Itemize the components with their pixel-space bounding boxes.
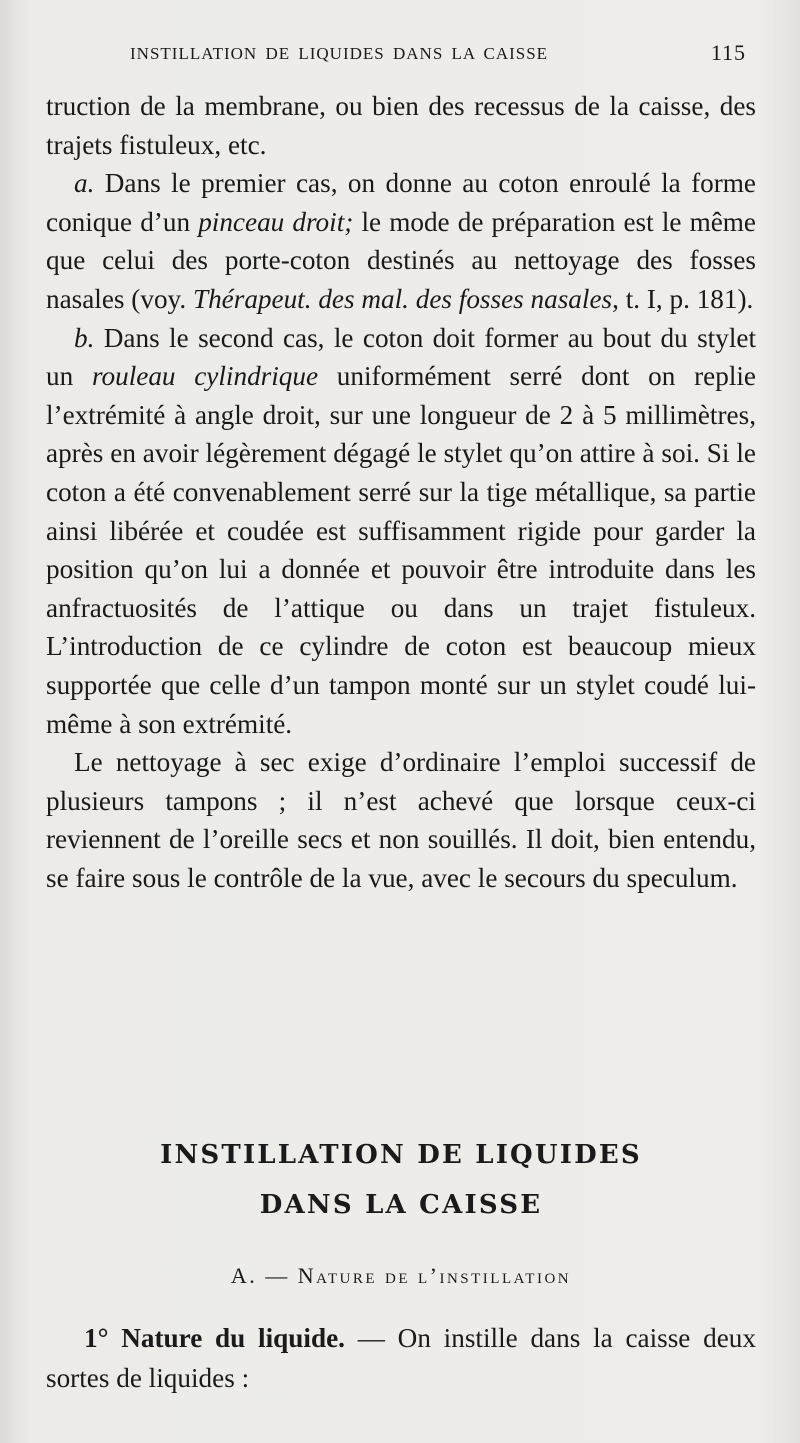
item-label-b: b. xyxy=(74,322,95,353)
paragraph-a xyxy=(46,164,756,318)
section-title-line-2: DANS LA CAISSE xyxy=(259,1190,543,1220)
paragraph-b-text-1: Dans le second cas, le coton doit former au bout du stylet un xyxy=(46,322,756,392)
section-title-line-1: INSTILLATION DE LIQUIDES xyxy=(160,1140,642,1170)
paragraph-a-text-3: , t. I, p. 181). xyxy=(612,283,754,314)
paragraph-continuation: truction de la membrane, ou bien des recessus de la caisse, des trajets fistuleux, etc. xyxy=(46,91,756,160)
page-number: 115 xyxy=(710,40,746,65)
paragraph-a-text-1: Dans le premier cas, on donne au coton enroulé la forme conique d’un xyxy=(46,168,756,237)
subsection-heading xyxy=(46,1263,756,1289)
paragraph-b xyxy=(46,319,756,744)
run-in-heading: 1° Nature du liquide. xyxy=(84,1323,345,1353)
running-title: INSTILLATION DE LIQUIDES DANS LA CAISSE xyxy=(130,44,549,63)
emphasis-pinceau-droit: pinceau droit; xyxy=(198,206,354,237)
emphasis-rouleau-cylindrique: rouleau cylindrique xyxy=(91,361,319,392)
subsection-label: A. — xyxy=(230,1263,298,1288)
paragraph-nettoyage: Le nettoyage à sec exige d’ordinaire l’emploi successif de plusieurs tampons ; il n’est achevé que lorsque ceux-ci reviennent de l’oreille secs et non souillés. Il doit, bien entendu, se faire sous le contrôle de la vue, avec le secours du speculum. xyxy=(46,747,756,893)
running-header xyxy=(130,40,760,70)
paragraph-nature-liquide xyxy=(46,1318,756,1398)
subsection-title: Nature de l’instillation xyxy=(297,1263,572,1288)
body-text xyxy=(46,87,756,897)
paragraph-b-text-2: uniformément serré dont on replie l’extrémité à angle droit, sur une longueur de 2 à 5 millimètres, après en avoir légèrement dégagé le stylet qu’on attire à soi. Si le coton a été convenablement serré sur la tige métallique, sa partie ainsi libérée et coudée est suffisamment rigide pour garder la position qu’on lui a donnée et pouvoir être introduite dans les anfractuosités de l’attique ou dans un trajet fistuleux. L’introduction de ce cylindre de coton est beaucoup mieux supportée que celle d’un tampon monté sur un stylet coudé lui-même à son extrémité. xyxy=(46,361,756,739)
paragraph-a-text-2: le mode de préparation est le même que celui des porte-coton destinés au nettoyage des fosses nasales (voy. xyxy=(46,206,756,314)
emphasis-book-title: Thérapeut. des mal. des fosses nasales xyxy=(192,283,613,314)
paragraph-nature-text: — On instille dans la caisse deux sortes de liquides : xyxy=(46,1323,756,1393)
item-label-a: a. xyxy=(74,168,95,199)
